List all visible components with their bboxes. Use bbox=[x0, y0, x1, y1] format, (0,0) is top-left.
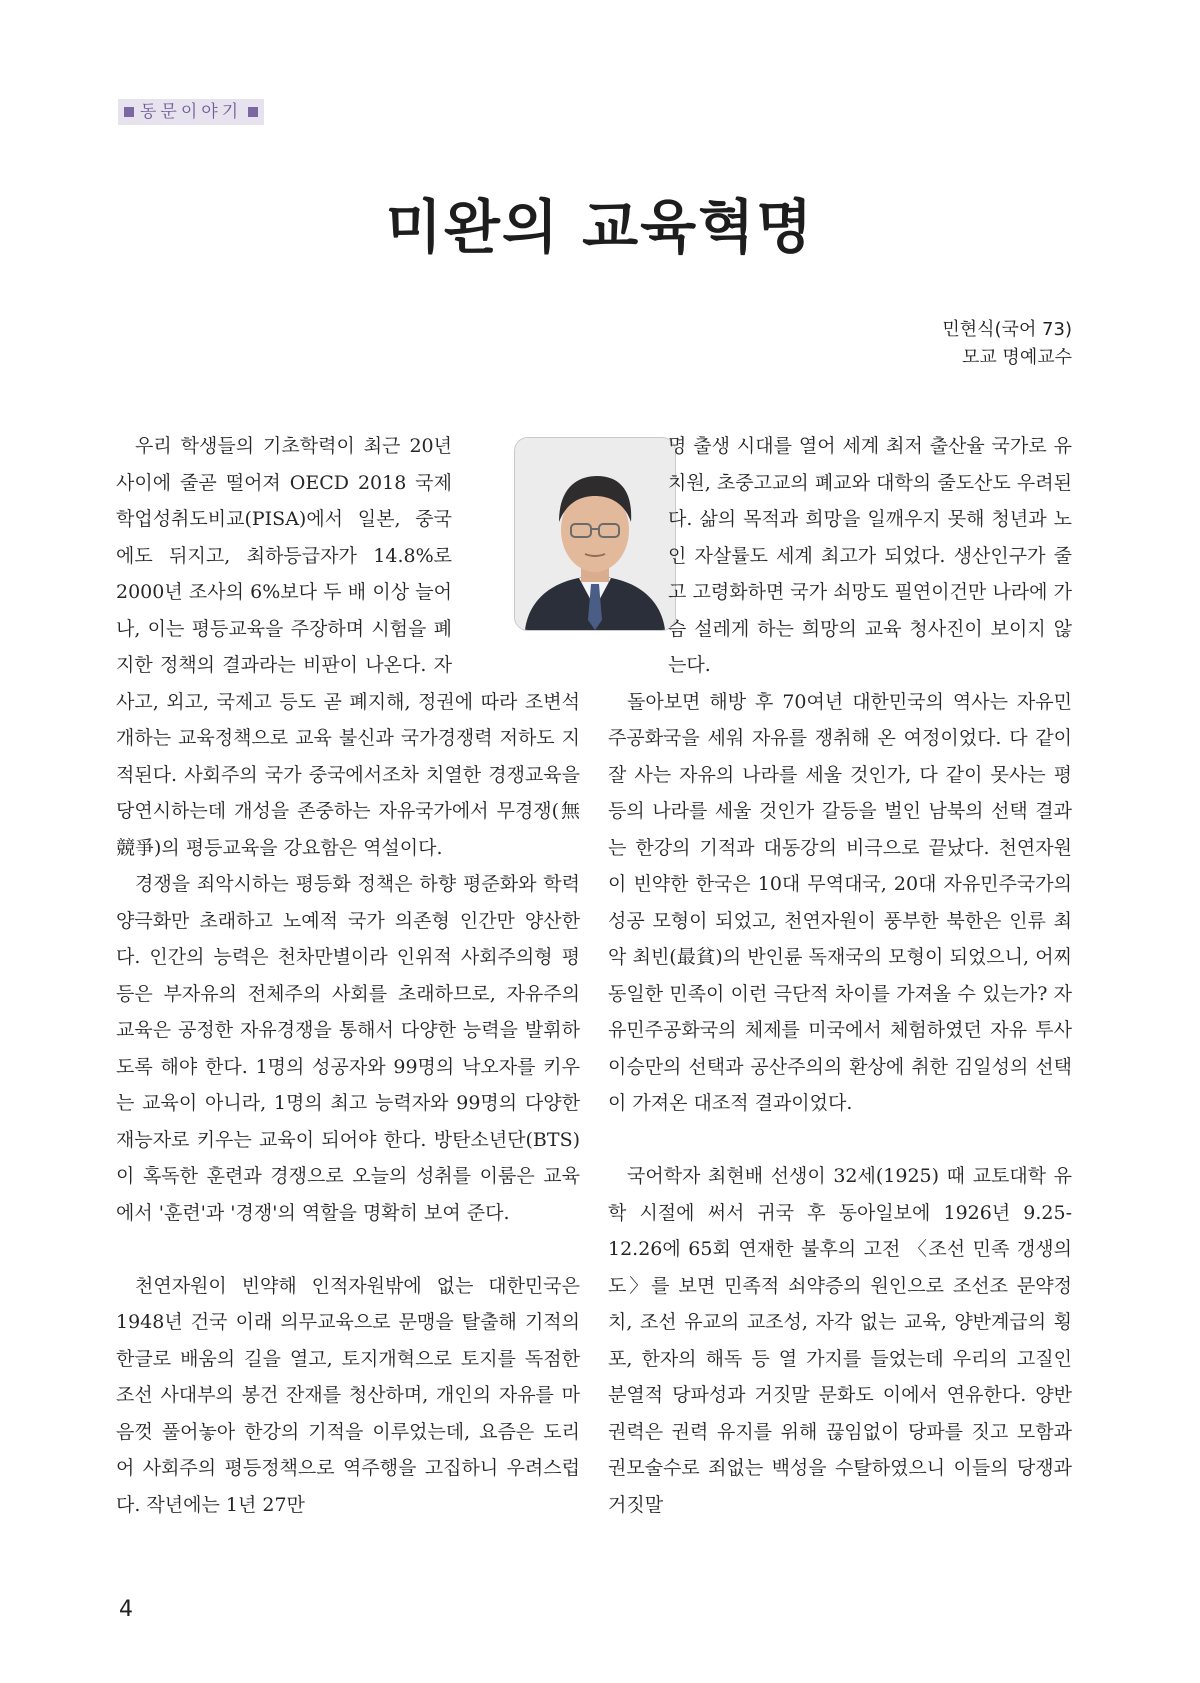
paragraph-5: 돌아보면 해방 후 70여년 대한민국의 역사는 자유민주공화국을 세워 자유를 쟁취해 온 여정이었다. 다 같이 잘 사는 자유의 나라를 세울 것인가, 다 같이 못사는 평등의 나라를 세울 것인가 갈등을 벌인 남북의 선택 결과는 한강의 기적과 대동강의 비극으로 끝났다. 천연자원이 빈약한 한국은 10대 무역대국, 20대 자유민주국가의 성공 모형이 되었고, 천연자원이 풍부한 북한은 인류 최악 최빈(最貧)의 반인륜 독재국의 모형이 되었으니, 어찌 동일한 민족이 이런 극단적 차이를 가져올 수 있는가? 자유민주공화국의 체제를 미국에서 체험하였던 자유 투사 이승만의 선택과 공산주의의 환상에 취한 김일성의 선택이 가져온 대조적 결과이었다. bbox=[608, 690, 1072, 1114]
article-title: 미완의 교육혁명 bbox=[385, 193, 815, 261]
paragraph-gap bbox=[116, 1231, 580, 1268]
author-title: 모교 명예교수 bbox=[961, 347, 1072, 368]
photo-wrap-spacer bbox=[452, 428, 580, 666]
square-bullet-icon bbox=[248, 107, 258, 117]
section-label: 동문이야기 bbox=[140, 102, 243, 122]
paragraph-2: 경쟁을 죄악시하는 평등화 정책은 하향 평준화와 학력 양극화만 초래하고 노예적 국가 의존형 인간만 양산한다. 인간의 능력은 천차만별이라 인위적 사회주의형 평등은 부자유의 전체주의 사회를 초래하므로, 자유주의 교육은 공정한 자유경쟁을 통해서 다양한 능력을 발휘하도록 해야 한다. 1명의 성공자와 99명의 낙오자를 키우는 교육이 아니라, 1명의 최고 능력자와 99명의 다양한 재능자로 키우는 교육이 되어야 한다. 방탄소년단(BTS)이 혹독한 훈련과 경쟁으로 오늘의 성취를 이룸은 교육에서 '훈련'과 '경쟁'의 역할을 명확히 보여 준다. bbox=[116, 873, 580, 1224]
author-name: 민현식(국어 73) bbox=[942, 319, 1072, 340]
photo-wrap-spacer bbox=[608, 428, 668, 666]
paragraph-3: 천연자원이 빈약해 인적자원밖에 없는 대한민국은 1948년 건국 이래 의무교육으로 문맹을 탈출해 기적의 한글로 배움의 길을 열고, 토지개혁으로 토지를 독점한 조선 사대부의 봉건 잔재를 청산하며, 개인의 자유를 마음껏 풀어놓아 한강의 기적을 이루었는데, 요즘은 도리어 사회주의 평등정책으로 역주행을 고집하니 우려스럽다. 작년에는 1년 27만 bbox=[116, 1274, 580, 1516]
section-tag bbox=[118, 99, 264, 125]
square-bullet-icon bbox=[124, 107, 134, 117]
page-number: 4 bbox=[119, 1597, 133, 1622]
paragraph-6: 국어학자 최현배 선생이 32세(1925) 때 교토대학 유학 시절에 써서 귀국 후 동아일보에 1926년 9.25-12.26에 65회 연재한 불후의 고전 〈조선 민족 갱생의 도〉를 보면 민족적 쇠약증의 원인으로 조선조 문약정치, 조선 유교의 교조성, 자각 없는 교육, 양반계급의 횡포, 한자의 해독 등 열 가지를 들었는데 우리의 고질인 분열적 당파성과 거짓말 문화도 이에서 연유한다. 양반 권력은 권력 유지를 위해 끊임없이 당파를 짓고 모함과 권모술수로 죄없는 백성을 수탈하였으니 이들의 당쟁과 거짓말 bbox=[608, 1165, 1072, 1516]
paragraph-4: 명 출생 시대를 열어 세계 최저 출산율 국가로 유치원, 초중고교의 폐교와 대학의 줄도산도 우려된다. 삶의 목적과 희망을 일깨우지 못해 청년과 노인 자살률도 세계 최고가 되었다. 생산인구가 줄고 고령화하면 국가 쇠망도 필연이건만 나라에 가슴 설레게 하는 희망의 교육 청사진이 보이지 않는다. bbox=[668, 435, 1072, 676]
paragraph-1: 우리 학생들의 기초학력이 최근 20년 사이에 줄곧 떨어져 OECD 2018 국제학업성취도비교(PISA)에서 일본, 중국에도 뒤지고, 최하등급자가 14.8%로 2000년 조사의 6%보다 두 배 이상 늘어나, 이는 평등교육을 주장하며 시험을 폐지한 정책의 결과라는 비판이 나온다. 자사고, 외고, 국제고 등도 곧 폐지해, 정권에 따라 조변석개하는 교육정책으로 교육 불신과 국가경쟁력 저하도 지적된다. 사회주의 국가 중국에서조차 치열한 경쟁교육을 당연시하는데 개성을 존중하는 자유국가에서 무경쟁(無競爭)의 평등교육을 강요함은 역설이다. bbox=[116, 435, 580, 859]
right-column bbox=[608, 428, 1072, 1523]
author-block bbox=[942, 316, 1072, 372]
left-column bbox=[116, 428, 580, 1523]
paragraph-gap bbox=[608, 1122, 1072, 1159]
